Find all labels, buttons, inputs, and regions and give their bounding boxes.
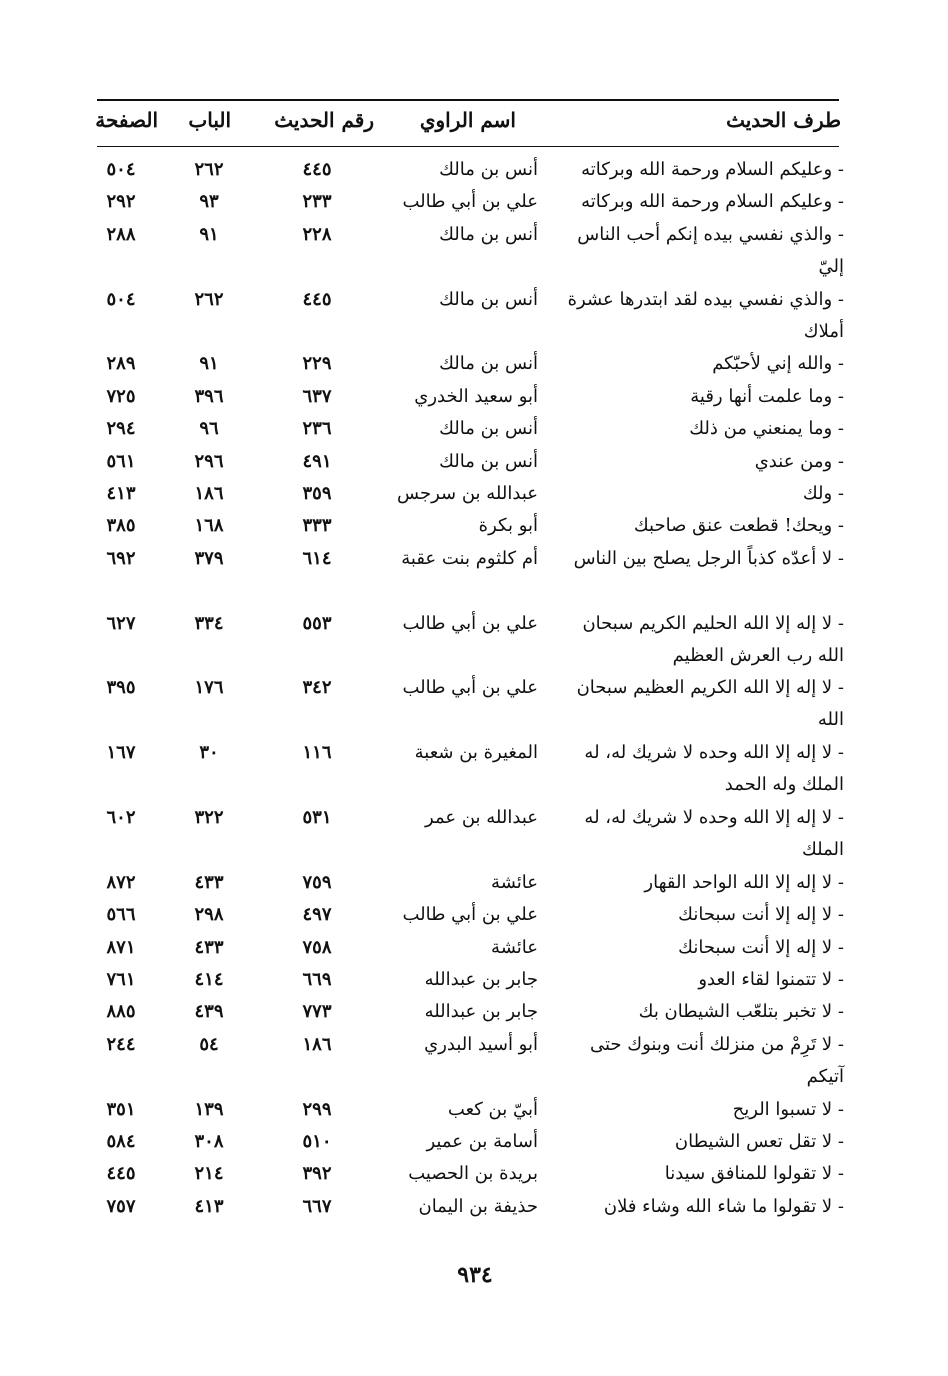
rawi-cell: أنس بن مالك — [439, 450, 538, 472]
page-cell: ٣٨٥ — [106, 515, 136, 537]
hadith-cell: - ولك — [802, 483, 844, 504]
hadith-cell: - لا أعدّه كذباً الرجل يصلح بين الناس — [573, 547, 844, 569]
hadith-cell: - والله إني لأحبّكم — [712, 353, 844, 375]
page-cell: ٣٥١ — [106, 1098, 136, 1120]
page-cell: ٣٩٥ — [106, 677, 136, 699]
bab-cell: ٣٧٩ — [194, 547, 224, 569]
rawi-cell: علي بن أبي طالب — [402, 191, 538, 213]
page-cell: ٦٩٢ — [106, 547, 136, 569]
hadith-cell: - لا إله إلا الله الحليم الكريم سبحان الله رب العرش العظيم — [582, 612, 844, 666]
hadith-cell: - لا إله إلا الله وحده لا شريك له، له الملك — [584, 807, 844, 860]
rawi-cell: حذيفة بن اليمان — [418, 1195, 538, 1217]
page-cell: ٢٨٩ — [106, 353, 136, 375]
rawi-cell: جابر بن عبدالله — [424, 1001, 538, 1023]
hadith-cell: - لا تخبر بتلعّب الشيطان بك — [638, 1001, 844, 1023]
hadith-cell: - والذي نفسي بيده إنكم أحب الناس إليّ — [577, 223, 844, 277]
hadith-number-cell: ٦٣٧ — [302, 385, 332, 407]
hadith-cell: - لا إله إلا الله وحده لا شريك له، له الملك وله الحمد — [584, 742, 844, 796]
rawi-cell: أبو سعيد الخدري — [414, 385, 538, 407]
hadith-cell: - لا إله إلا أنت سبحانك — [678, 936, 844, 958]
hadith-cell: - لا تقل تعس الشيطان — [674, 1131, 844, 1152]
page-cell: ٢٩٢ — [106, 191, 136, 213]
rawi-cell: المغيرة بن شعبة — [414, 742, 538, 764]
rawi-cell: أنس بن مالك — [439, 288, 538, 310]
hadith-number-cell: ٢٣٣ — [302, 191, 332, 213]
bab-cell: ٢٦٢ — [194, 159, 224, 180]
hadith-cell: - لا تقولوا ما شاء الله وشاء فلان — [603, 1195, 844, 1217]
rawi-cell: أم كلثوم بنت عقبة — [401, 547, 538, 569]
rawi-cell: بريدة بن الحصيب — [408, 1163, 538, 1185]
page-cell: ٧٢٥ — [106, 385, 136, 407]
page-cell: ٥٦١ — [106, 450, 136, 472]
bab-cell: ٩١ — [199, 353, 219, 375]
hadith-number-cell: ٢٩٩ — [302, 1098, 332, 1120]
bab-cell: ٥٤ — [199, 1033, 219, 1055]
hadith-cell: - لا تسبوا الريح — [732, 1098, 844, 1120]
hadith-cell: - وما يمنعني من ذلك — [689, 418, 844, 440]
page-cell: ٢٩٤ — [106, 418, 136, 440]
page-cell: ٤٤٥ — [106, 1163, 136, 1185]
page-cell: ٦٠٢ — [106, 807, 136, 828]
hadith-number-cell: ٧٥٨ — [302, 936, 332, 958]
rawi-cell: عبدالله بن سرجس — [397, 483, 538, 504]
hadith-number-cell: ٢٢٨ — [302, 223, 332, 245]
bab-cell: ١٧٦ — [194, 677, 224, 699]
bab-cell: ٤١٤ — [194, 969, 224, 990]
page-cell: ٨٧٢ — [106, 871, 136, 893]
hadith-number-cell: ٦٦٧ — [302, 1195, 332, 1217]
hadith-number-cell: ٢٢٩ — [302, 353, 332, 375]
hadith-number-cell: ٤٤٥ — [302, 159, 332, 180]
rawi-cell: أبيّ بن كعب — [447, 1098, 538, 1120]
rawi-cell: جابر بن عبدالله — [424, 969, 538, 990]
hadith-number-cell: ٤٩٧ — [302, 904, 332, 926]
hadith-cell: - والذي نفسي بيده لقد ابتدرها عشرة أملاك — [567, 288, 844, 342]
header-number: رقم الحديث — [274, 108, 374, 132]
bab-cell: ١٨٦ — [194, 483, 224, 504]
hadith-number-cell: ٣٣٣ — [302, 515, 332, 537]
hadith-number-cell: ٤٩١ — [302, 450, 332, 472]
hadith-cell: - لا إله إلا أنت سبحانك — [678, 904, 844, 926]
bab-cell: ١٦٨ — [194, 515, 224, 537]
page-cell: ٢٤٤ — [106, 1033, 136, 1055]
header-rawi: اسم الراوي — [419, 108, 516, 132]
bab-cell: ٢٦٢ — [194, 288, 224, 310]
hadith-cell: - لا إله إلا الله الكريم العظيم سبحان الله — [576, 677, 844, 731]
rawi-cell: أنس بن مالك — [439, 418, 538, 440]
hadith-number-cell: ٣٤٢ — [302, 677, 332, 699]
bab-cell: ٢٩٦ — [194, 450, 224, 472]
page-cell: ٦٢٧ — [106, 612, 136, 634]
page-cell: ٧٦١ — [106, 969, 136, 990]
hadith-number-cell: ٥٥٣ — [302, 612, 332, 634]
bab-cell: ٩١ — [199, 223, 219, 245]
header-bab: الباب — [188, 108, 231, 132]
page-cell: ٥٦٦ — [106, 904, 136, 926]
rawi-cell: عائشة — [491, 871, 538, 893]
page-cell: ٨٧١ — [106, 936, 136, 958]
page-cell: ٥٨٤ — [106, 1131, 136, 1152]
page-number: ٩٣٤ — [457, 1262, 493, 1288]
bab-cell: ٤٣٩ — [194, 1001, 224, 1023]
page-cell: ٧٥٧ — [106, 1195, 136, 1217]
hadith-number-cell: ١١٦ — [302, 742, 332, 764]
rawi-cell: أبو أسيد البدري — [424, 1033, 538, 1055]
hadith-number-cell: ٥٣١ — [302, 807, 332, 828]
hadith-cell: - وعليكم السلام ورحمة الله وبركاته — [581, 159, 844, 180]
hadith-cell: - لا تتمنوا لقاء العدو — [698, 969, 844, 990]
page-cell: ٥٠٤ — [106, 159, 136, 180]
page-cell: ٢٨٨ — [106, 223, 136, 245]
bab-cell: ٤٣٣ — [194, 871, 224, 893]
bab-cell: ٣٩٦ — [194, 385, 224, 407]
bab-cell: ٤١٣ — [194, 1195, 224, 1217]
page-cell: ٨٨٥ — [106, 1001, 136, 1023]
bab-cell: ٣٣٤ — [194, 612, 224, 634]
page-cell: ٥٠٤ — [106, 288, 136, 310]
hadith-cell: - ويحك! قطعت عنق صاحبك — [633, 515, 844, 537]
bab-cell: ٢٩٨ — [194, 904, 224, 926]
rawi-cell: علي بن أبي طالب — [402, 677, 538, 699]
rawi-cell: أبو بكرة — [478, 515, 538, 537]
hadith-cell: - ومن عندي — [754, 450, 844, 472]
header-hadith: طرف الحديث — [726, 108, 841, 132]
hadith-number-cell: ٧٥٩ — [302, 871, 332, 893]
hadith-cell: - وعليكم السلام ورحمة الله وبركاته — [581, 191, 844, 213]
bab-cell: ١٣٩ — [194, 1098, 224, 1120]
bab-cell: ٩٦ — [199, 418, 219, 440]
rawi-cell: أنس بن مالك — [439, 159, 538, 180]
rawi-cell: أنس بن مالك — [439, 223, 538, 245]
bab-cell: ٩٣ — [199, 191, 219, 213]
rawi-cell: أنس بن مالك — [439, 353, 538, 375]
header-page: الصفحة — [95, 108, 158, 132]
hadith-number-cell: ٣٥٩ — [302, 483, 332, 504]
hadith-number-cell: ٣٩٢ — [302, 1163, 332, 1185]
hadith-number-cell: ٢٣٦ — [302, 418, 332, 440]
bab-cell: ٣٠ — [199, 742, 219, 764]
rawi-cell: عبدالله بن عمر — [425, 807, 538, 828]
rawi-cell: علي بن أبي طالب — [402, 904, 538, 926]
bab-cell: ٢١٤ — [194, 1163, 224, 1185]
hadith-cell: - وما علمت أنها رقية — [690, 385, 844, 407]
hadith-number-cell: ١٨٦ — [302, 1033, 332, 1055]
hadith-number-cell: ٦٦٩ — [302, 969, 332, 990]
hadith-cell: - لا تقولوا للمنافق سيدنا — [664, 1163, 844, 1185]
rawi-cell: علي بن أبي طالب — [402, 612, 538, 634]
rawi-cell: أسامة بن عمير — [426, 1131, 538, 1152]
bab-cell: ٣٢٢ — [194, 807, 224, 828]
hadith-number-cell: ٤٤٥ — [302, 288, 332, 310]
hadith-cell: - لا إله إلا الله الواحد القهار — [644, 871, 844, 893]
page-cell: ١٦٧ — [106, 742, 136, 764]
page-cell: ٤١٣ — [106, 483, 136, 504]
hadith-number-cell: ٥١٠ — [302, 1131, 332, 1152]
hadith-cell: - لا تَرِمْ من منزلك أنت وبنوك حتى آتيكم — [589, 1033, 844, 1087]
bab-cell: ٣٠٨ — [194, 1131, 224, 1152]
rawi-cell: عائشة — [491, 936, 538, 958]
hadith-number-cell: ٧٧٣ — [302, 1001, 332, 1023]
bab-cell: ٤٣٣ — [194, 936, 224, 958]
hadith-number-cell: ٦١٤ — [302, 547, 332, 569]
